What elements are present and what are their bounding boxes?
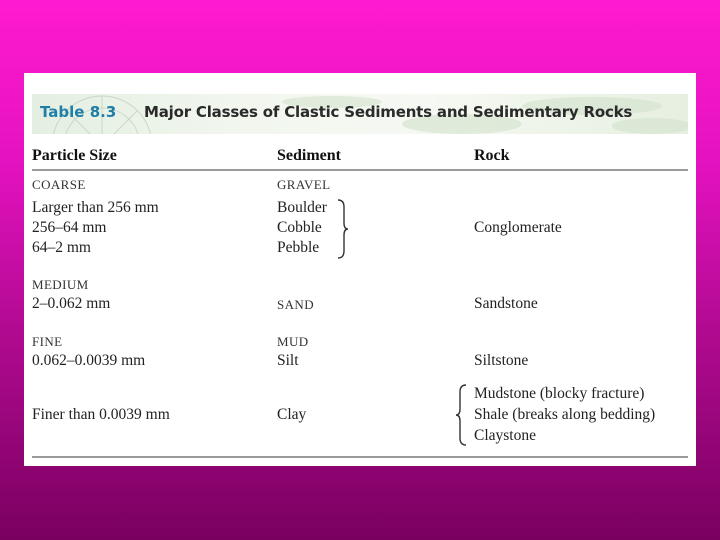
size-boulder: Larger than 256 mm xyxy=(32,199,159,216)
table-title: Major Classes of Clastic Sediments and Sedimentary Rocks xyxy=(144,103,633,121)
rock-claystone: Claystone xyxy=(474,427,536,444)
rock-mudstone: Mudstone (blocky fracture) xyxy=(474,385,645,402)
sediment-class-gravel: GRAVEL xyxy=(277,177,331,192)
sediment-sand: SAND xyxy=(277,297,314,312)
sediment-boulder: Boulder xyxy=(277,199,327,216)
rock-siltstone: Siltstone xyxy=(474,352,529,369)
sediment-silt: Silt xyxy=(277,352,299,369)
size-silt: 0.062–0.0039 mm xyxy=(32,352,146,369)
size-sand: 2–0.062 mm xyxy=(32,295,111,312)
size-class-medium: MEDIUM xyxy=(32,277,89,292)
size-pebble: 64–2 mm xyxy=(32,239,91,256)
table-card xyxy=(24,73,696,466)
size-class-fine: FINE xyxy=(32,334,63,349)
size-class-coarse: COARSE xyxy=(32,177,86,192)
size-cobble: 256–64 mm xyxy=(32,219,107,236)
rock-shale: Shale (breaks along bedding) xyxy=(474,406,656,423)
size-clay: Finer than 0.0039 mm xyxy=(32,406,170,423)
header-particle-size: Particle Size xyxy=(32,147,117,164)
footer-rule xyxy=(32,456,688,458)
sediment-cobble: Cobble xyxy=(277,219,322,236)
table-title-banner xyxy=(32,94,688,134)
header-rock: Rock xyxy=(474,147,510,164)
header-sediment: Sediment xyxy=(277,147,341,164)
rock-sandstone: Sandstone xyxy=(474,295,538,312)
table-number: Table 8.3 xyxy=(40,103,117,121)
rock-conglomerate: Conglomerate xyxy=(474,219,562,236)
left-brace-mud-rocks xyxy=(454,384,468,446)
sediment-clay: Clay xyxy=(277,406,307,423)
sediment-class-mud: MUD xyxy=(277,334,309,349)
right-brace-gravel xyxy=(336,199,350,259)
header-rule xyxy=(32,169,688,171)
sediment-pebble: Pebble xyxy=(277,239,320,256)
